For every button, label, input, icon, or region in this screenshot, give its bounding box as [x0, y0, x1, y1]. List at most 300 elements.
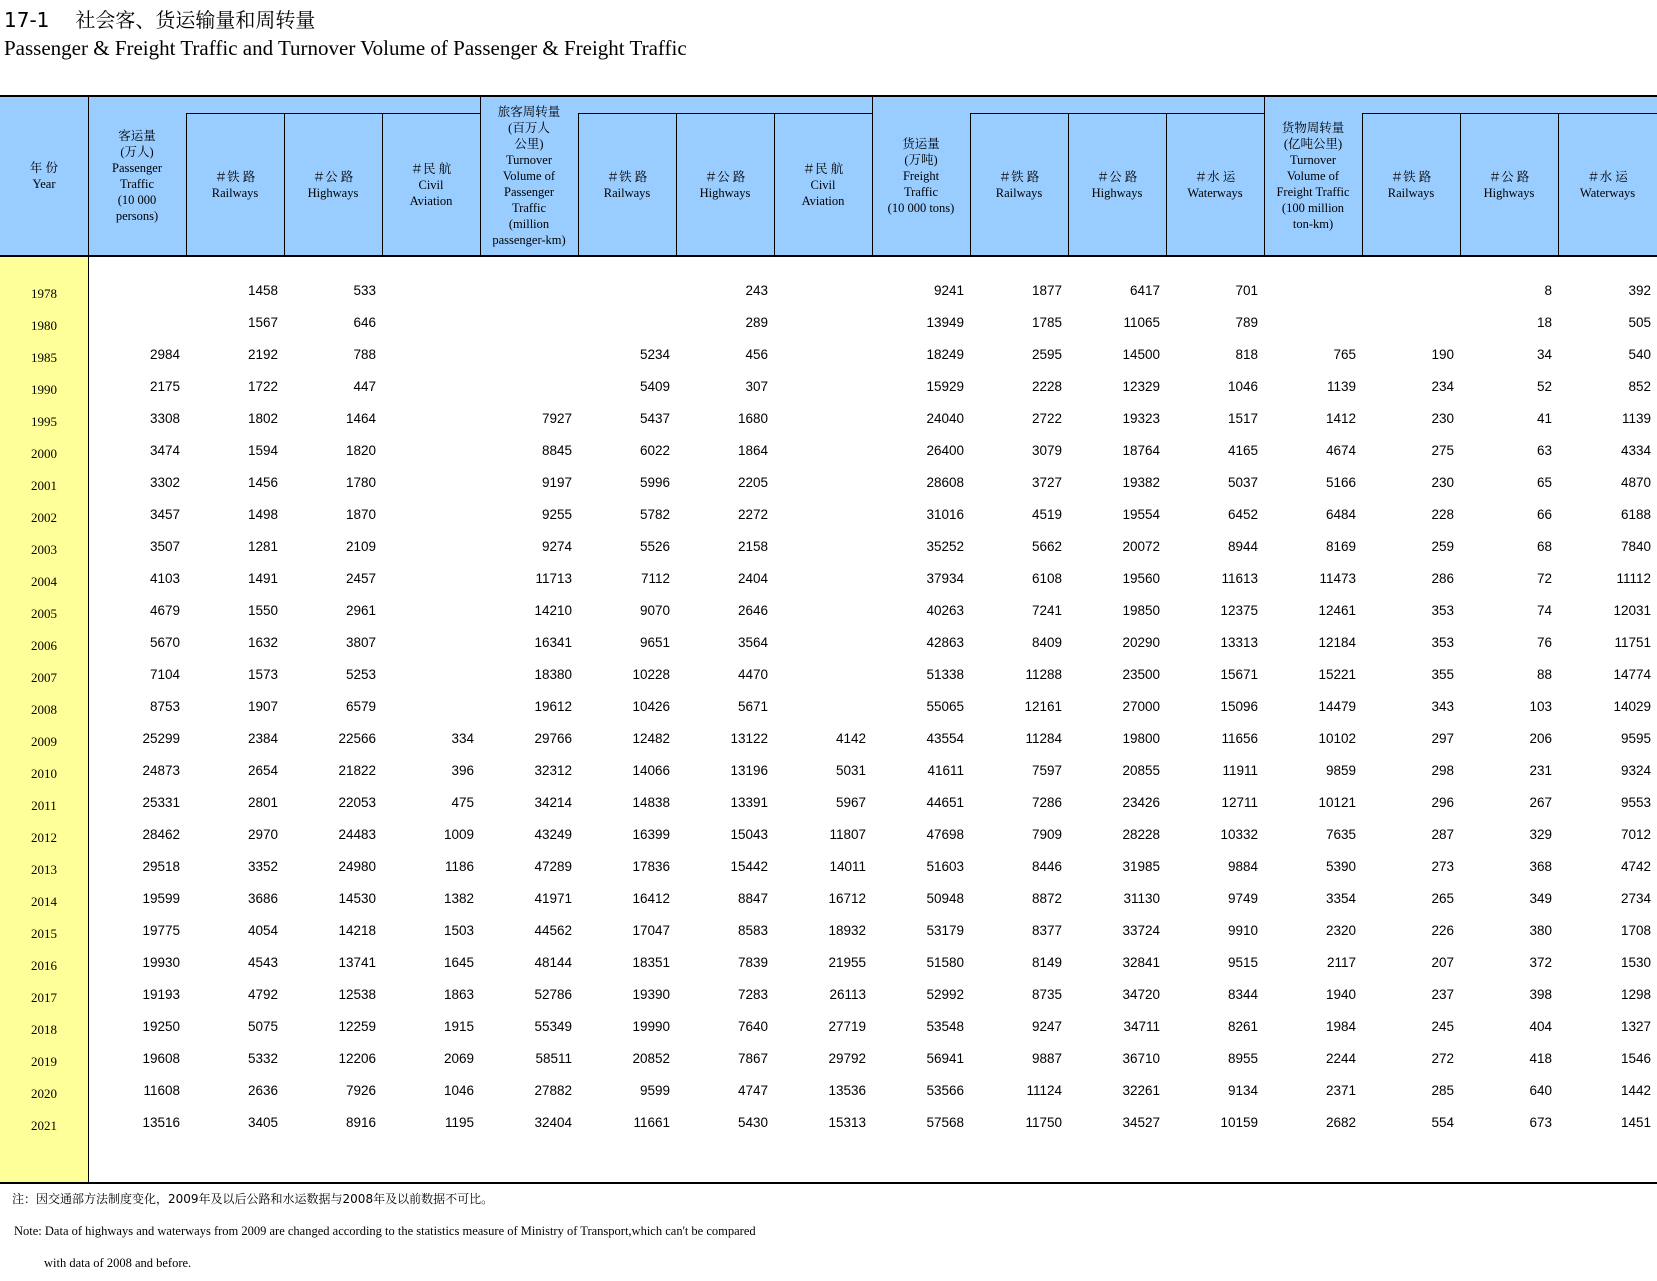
value-cell: 1984: [1325, 1019, 1356, 1034]
value-cell: 2244: [1325, 1051, 1356, 1066]
value-cell: 1567: [247, 315, 278, 330]
table-title-cn: [4, 4, 315, 33]
header-label-line: Aviation: [409, 193, 453, 208]
value-cell: 31130: [1123, 891, 1160, 906]
value-cell: 37934: [926, 571, 964, 586]
value-cell: 47289: [534, 859, 572, 874]
value-cell: 14011: [829, 859, 866, 874]
value-cell: 19800: [1122, 731, 1160, 746]
value-cell: 15313: [828, 1115, 866, 1130]
value-cell: 5430: [737, 1115, 768, 1130]
title-chinese: 社会客、货运输量和周转量: [75, 8, 316, 32]
value-cell: 11661: [633, 1115, 670, 1130]
value-cell: 34527: [1122, 1115, 1160, 1130]
value-cell: 2457: [345, 571, 376, 586]
value-cell: 31016: [926, 507, 964, 522]
value-cell: 44651: [926, 795, 964, 810]
value-cell: 267: [1529, 795, 1552, 810]
value-cell: 1915: [443, 1019, 474, 1034]
value-cell: 4470: [737, 667, 768, 682]
value-cell: 11750: [1025, 1115, 1062, 1130]
value-cell: 28228: [1122, 827, 1160, 842]
value-cell: 14500: [1122, 347, 1160, 362]
value-cell: 12259: [338, 1019, 376, 1034]
value-cell: 10159: [1220, 1115, 1258, 1130]
value-cell: 2595: [1031, 347, 1062, 362]
value-cell: 1281: [247, 539, 278, 554]
value-cell: 12711: [1221, 795, 1258, 810]
value-cell: 19560: [1122, 571, 1160, 586]
value-cell: 66: [1536, 507, 1552, 522]
value-cell: 3308: [149, 411, 180, 426]
value-cell: 19930: [142, 955, 180, 970]
value-cell: 32404: [534, 1115, 572, 1130]
value-cell: 53179: [926, 923, 964, 938]
value-cell: 14774: [1613, 667, 1651, 682]
header-label-line: Waterways: [1187, 185, 1243, 200]
header-label-line: Railways: [211, 185, 259, 200]
value-cell: 8847: [737, 891, 768, 906]
value-cell: 51338: [926, 667, 964, 682]
value-cell: 234: [1431, 379, 1454, 394]
value-cell: 9274: [541, 539, 572, 554]
header-label-line: ＃水 运: [1194, 169, 1236, 184]
value-cell: 52: [1536, 379, 1552, 394]
value-cell: 1870: [345, 507, 376, 522]
value-cell: 1645: [443, 955, 474, 970]
value-cell: 11713: [535, 571, 572, 586]
value-cell: 18380: [534, 667, 572, 682]
value-cell: 13196: [730, 763, 768, 778]
header-column: [382, 113, 480, 256]
value-cell: 1530: [1620, 955, 1651, 970]
value-cell: 33724: [1122, 923, 1160, 938]
value-cell: 21822: [338, 763, 376, 778]
value-cell: 1907: [247, 699, 278, 714]
value-cell: 6417: [1129, 283, 1160, 298]
header-label-line: (万吨): [904, 153, 938, 167]
table-row: [0, 400, 1657, 432]
value-cell: 7241: [1031, 603, 1062, 618]
value-cell: 25299: [142, 731, 180, 746]
value-cell: 27000: [1122, 699, 1160, 714]
value-cell: 52786: [534, 987, 572, 1002]
value-cell: 1046: [1227, 379, 1258, 394]
value-cell: 14218: [338, 923, 376, 938]
header-label-line: passenger-km): [492, 233, 566, 247]
value-cell: 5031: [835, 763, 866, 778]
header-label-line: 年 份: [29, 161, 59, 175]
value-cell: 19775: [142, 923, 180, 938]
header-label-line: ＃铁 路: [214, 169, 256, 184]
value-cell: 3302: [149, 475, 180, 490]
header-column: [676, 113, 774, 256]
header-column: [1264, 96, 1362, 256]
value-cell: 9241: [933, 283, 964, 298]
value-cell: 1877: [1031, 283, 1062, 298]
value-cell: 8944: [1227, 539, 1258, 554]
value-cell: 1594: [247, 443, 278, 458]
header-label-line: 货运量: [902, 137, 940, 151]
header-column: [970, 113, 1068, 256]
header-label-line: ＃公 路: [704, 169, 746, 184]
value-cell: 286: [1431, 571, 1454, 586]
year-cell: 2009: [31, 734, 57, 749]
value-cell: 3405: [247, 1115, 278, 1130]
year-cell: 2014: [31, 894, 57, 909]
table-row: [0, 1008, 1657, 1040]
value-cell: 7112: [640, 571, 670, 586]
value-cell: 103: [1529, 699, 1552, 714]
value-cell: 29766: [534, 731, 572, 746]
header-label-line: ＃铁 路: [1390, 169, 1432, 184]
header-label-line: 公里): [514, 137, 544, 151]
value-cell: 20290: [1122, 635, 1160, 650]
value-cell: 788: [353, 347, 376, 362]
value-cell: 36710: [1122, 1051, 1160, 1066]
value-cell: 6484: [1325, 507, 1356, 522]
value-cell: 8446: [1031, 859, 1062, 874]
value-cell: 5526: [639, 539, 670, 554]
value-cell: 6022: [639, 443, 670, 458]
value-cell: 2722: [1031, 411, 1062, 426]
value-cell: 11656: [1221, 731, 1258, 746]
table-row: [0, 688, 1657, 720]
value-cell: 245: [1431, 1019, 1454, 1034]
value-cell: 19608: [142, 1051, 180, 1066]
value-cell: 18: [1536, 315, 1552, 330]
header-label-line: Turnover: [1289, 153, 1337, 167]
value-cell: 19390: [632, 987, 670, 1002]
value-cell: 12031: [1613, 603, 1651, 618]
value-cell: 41971: [534, 891, 572, 906]
year-cell: 2004: [31, 574, 57, 589]
value-cell: 8583: [737, 923, 768, 938]
value-cell: 27719: [828, 1019, 866, 1034]
value-cell: 818: [1235, 347, 1258, 362]
value-cell: 206: [1529, 731, 1552, 746]
value-cell: 11112: [1616, 571, 1651, 586]
year-cell: 2005: [31, 606, 57, 621]
value-cell: 2384: [247, 731, 278, 746]
value-cell: 1632: [247, 635, 278, 650]
value-cell: 2109: [345, 539, 376, 554]
year-cell: 2012: [31, 830, 57, 845]
value-cell: 23500: [1122, 667, 1160, 682]
year-cell: 1978: [31, 286, 57, 301]
value-cell: 396: [451, 763, 474, 778]
value-cell: 43249: [534, 827, 572, 842]
table-row: [0, 944, 1657, 976]
value-cell: 273: [1431, 859, 1454, 874]
value-cell: 7597: [1031, 763, 1062, 778]
value-cell: 1456: [247, 475, 278, 490]
value-cell: 53566: [926, 1083, 964, 1098]
note-english-line2: with data of 2008 and before.: [44, 1256, 192, 1270]
value-cell: 15671: [1220, 667, 1258, 682]
value-cell: 76: [1536, 635, 1552, 650]
value-cell: 540: [1628, 347, 1651, 362]
value-cell: 34214: [534, 795, 572, 810]
header-label-line: Traffic: [119, 177, 155, 191]
value-cell: 11473: [1319, 571, 1356, 586]
value-cell: 24980: [338, 859, 376, 874]
year-cell: 1990: [31, 382, 57, 397]
header-column: [1558, 113, 1657, 256]
header-column: [1460, 113, 1558, 256]
value-cell: 2654: [247, 763, 278, 778]
table-row: [0, 720, 1657, 752]
year-cell: 2003: [31, 542, 57, 557]
value-cell: 21955: [828, 955, 866, 970]
table-row: [0, 848, 1657, 880]
value-cell: 48144: [534, 955, 572, 970]
value-cell: 3457: [149, 507, 180, 522]
header-label-line: Traffic: [903, 185, 938, 199]
value-cell: 2069: [443, 1051, 474, 1066]
header-label-line: (万人): [120, 145, 154, 159]
value-cell: 24040: [926, 411, 964, 426]
value-cell: 9553: [1620, 795, 1651, 810]
value-cell: 47698: [926, 827, 964, 842]
value-cell: 10121: [1318, 795, 1356, 810]
year-cell: 2015: [31, 926, 57, 941]
value-cell: 4165: [1227, 443, 1258, 458]
value-cell: 404: [1529, 1019, 1552, 1034]
value-cell: 3686: [247, 891, 278, 906]
value-cell: 7640: [737, 1019, 768, 1034]
header-label-line: Highways: [1483, 185, 1535, 200]
value-cell: 63: [1536, 443, 1552, 458]
value-cell: 19599: [142, 891, 180, 906]
value-cell: 25331: [142, 795, 180, 810]
value-cell: 265: [1431, 891, 1454, 906]
value-cell: 4674: [1325, 443, 1356, 458]
value-cell: 13741: [338, 955, 376, 970]
value-cell: 4792: [247, 987, 278, 1002]
value-cell: 296: [1431, 795, 1454, 810]
value-cell: 372: [1529, 955, 1552, 970]
value-cell: 10426: [632, 699, 670, 714]
header-label-line: ＃铁 路: [606, 169, 648, 184]
value-cell: 16341: [534, 635, 572, 650]
value-cell: 16712: [828, 891, 866, 906]
value-cell: 5670: [149, 635, 180, 650]
value-cell: 8149: [1031, 955, 1062, 970]
value-cell: 1195: [444, 1115, 474, 1130]
value-cell: 11608: [143, 1083, 180, 1098]
value-cell: 287: [1431, 827, 1454, 842]
value-cell: 5782: [639, 507, 670, 522]
value-cell: 1139: [1621, 411, 1651, 426]
value-cell: 1550: [247, 603, 278, 618]
value-cell: 68: [1536, 539, 1552, 554]
value-cell: 230: [1431, 411, 1454, 426]
value-cell: 4742: [1620, 859, 1651, 874]
table-row: [0, 560, 1657, 592]
value-cell: 13313: [1220, 635, 1258, 650]
value-cell: 22566: [338, 731, 376, 746]
value-cell: 8916: [345, 1115, 376, 1130]
value-cell: 2117: [1326, 955, 1356, 970]
year-cell: 2019: [31, 1054, 57, 1069]
value-cell: 8344: [1227, 987, 1258, 1002]
value-cell: 789: [1235, 315, 1258, 330]
value-cell: 5437: [639, 411, 670, 426]
value-cell: 6579: [345, 699, 376, 714]
year-cell: 2007: [31, 670, 57, 685]
value-cell: 1517: [1227, 411, 1258, 426]
value-cell: 1864: [737, 443, 768, 458]
value-cell: 272: [1431, 1051, 1454, 1066]
value-cell: 228: [1431, 507, 1454, 522]
value-cell: 34: [1536, 347, 1552, 362]
value-cell: 2801: [247, 795, 278, 810]
value-cell: 4870: [1620, 475, 1651, 490]
value-cell: 11284: [1025, 731, 1062, 746]
value-cell: 11613: [1221, 571, 1258, 586]
value-cell: 329: [1529, 827, 1552, 842]
value-cell: 12184: [1318, 635, 1356, 650]
year-cell: 1995: [31, 414, 57, 429]
header-label-line: Aviation: [801, 193, 845, 208]
value-cell: 5967: [835, 795, 866, 810]
value-cell: 19990: [632, 1019, 670, 1034]
value-cell: 14479: [1318, 699, 1356, 714]
value-cell: 289: [745, 315, 768, 330]
value-cell: 32261: [1122, 1083, 1160, 1098]
value-cell: 852: [1628, 379, 1651, 394]
table-row: [0, 656, 1657, 688]
value-cell: 190: [1431, 347, 1454, 362]
value-cell: 3352: [247, 859, 278, 874]
value-cell: 29518: [142, 859, 180, 874]
value-cell: 5037: [1227, 475, 1258, 490]
value-cell: 11065: [1123, 315, 1160, 330]
value-cell: 88: [1536, 667, 1552, 682]
value-cell: 58511: [535, 1051, 572, 1066]
table-row: [0, 624, 1657, 656]
value-cell: 1722: [247, 379, 278, 394]
value-cell: 207: [1431, 955, 1454, 970]
header-label-line: ＃公 路: [1096, 169, 1138, 184]
value-cell: 40263: [926, 603, 964, 618]
header-label-line: persons): [115, 209, 159, 223]
value-cell: 12329: [1122, 379, 1160, 394]
value-cell: 14066: [632, 763, 670, 778]
value-cell: 640: [1529, 1083, 1552, 1098]
value-cell: 7839: [737, 955, 768, 970]
value-cell: 307: [745, 379, 768, 394]
value-cell: 7104: [149, 667, 180, 682]
value-cell: 51580: [926, 955, 964, 970]
value-cell: 1785: [1031, 315, 1062, 330]
value-cell: 285: [1431, 1083, 1454, 1098]
value-cell: 237: [1431, 987, 1454, 1002]
value-cell: 12461: [1318, 603, 1356, 618]
value-cell: 4103: [149, 571, 180, 586]
value-cell: 349: [1529, 891, 1552, 906]
value-cell: 2734: [1620, 891, 1651, 906]
value-cell: 1680: [737, 411, 768, 426]
value-cell: 4054: [247, 923, 278, 938]
value-cell: 533: [353, 283, 376, 298]
value-cell: 9651: [639, 635, 670, 650]
value-cell: 4679: [149, 603, 180, 618]
value-cell: 8872: [1031, 891, 1062, 906]
value-cell: 19323: [1122, 411, 1160, 426]
value-cell: 14530: [338, 891, 376, 906]
table-row: [0, 304, 1657, 336]
value-cell: 6188: [1620, 507, 1651, 522]
header-label-line: ton-km): [1292, 217, 1334, 231]
value-cell: 5996: [639, 475, 670, 490]
value-cell: 41: [1536, 411, 1552, 426]
header-column: [1068, 113, 1166, 256]
value-cell: 9255: [541, 507, 572, 522]
year-cell: 2017: [31, 990, 57, 1005]
value-cell: 334: [451, 731, 474, 746]
value-cell: 7635: [1325, 827, 1356, 842]
header-label-line: Volume of: [502, 169, 556, 183]
value-cell: 4519: [1031, 507, 1062, 522]
value-cell: 2404: [737, 571, 768, 586]
header-label-line: (百万人: [508, 121, 550, 135]
year-cell: 2008: [31, 702, 57, 717]
header-label-line: ＃水 运: [1587, 169, 1628, 184]
value-cell: 18351: [632, 955, 670, 970]
header-label-line: Passenger: [112, 161, 162, 175]
table-row: [0, 752, 1657, 784]
header-label-line: ＃铁 路: [998, 169, 1040, 184]
value-cell: 22053: [338, 795, 376, 810]
value-cell: 673: [1529, 1115, 1552, 1130]
value-cell: 5409: [639, 379, 670, 394]
value-cell: 55349: [534, 1019, 572, 1034]
value-cell: 9910: [1227, 923, 1258, 938]
value-cell: 9749: [1227, 891, 1258, 906]
value-cell: 1546: [1620, 1051, 1651, 1066]
value-cell: 3079: [1031, 443, 1062, 458]
value-cell: 1491: [247, 571, 278, 586]
table-number: 17-1: [4, 8, 50, 32]
table-row: [0, 1104, 1657, 1136]
value-cell: 456: [745, 347, 768, 362]
header-label-line: Year: [32, 177, 56, 191]
value-cell: 1802: [247, 411, 278, 426]
value-cell: 15442: [730, 859, 768, 874]
value-cell: 5332: [247, 1051, 278, 1066]
value-cell: 17836: [632, 859, 670, 874]
table-row: [0, 368, 1657, 400]
header-column: [1362, 113, 1460, 256]
header-top-rule: [0, 95, 1657, 97]
value-cell: 3354: [1325, 891, 1356, 906]
value-cell: 1863: [443, 987, 474, 1002]
header-column: [88, 96, 186, 256]
table-row: [0, 1040, 1657, 1072]
value-cell: 15043: [730, 827, 768, 842]
year-cell: 1985: [31, 350, 57, 365]
value-cell: 11911: [1222, 763, 1258, 778]
value-cell: 2970: [247, 827, 278, 842]
table-row: [0, 464, 1657, 496]
value-cell: 13391: [730, 795, 768, 810]
value-cell: 9247: [1031, 1019, 1062, 1034]
value-cell: 7840: [1620, 539, 1651, 554]
table-row: [0, 784, 1657, 816]
header-label-line: Civil: [418, 177, 444, 192]
